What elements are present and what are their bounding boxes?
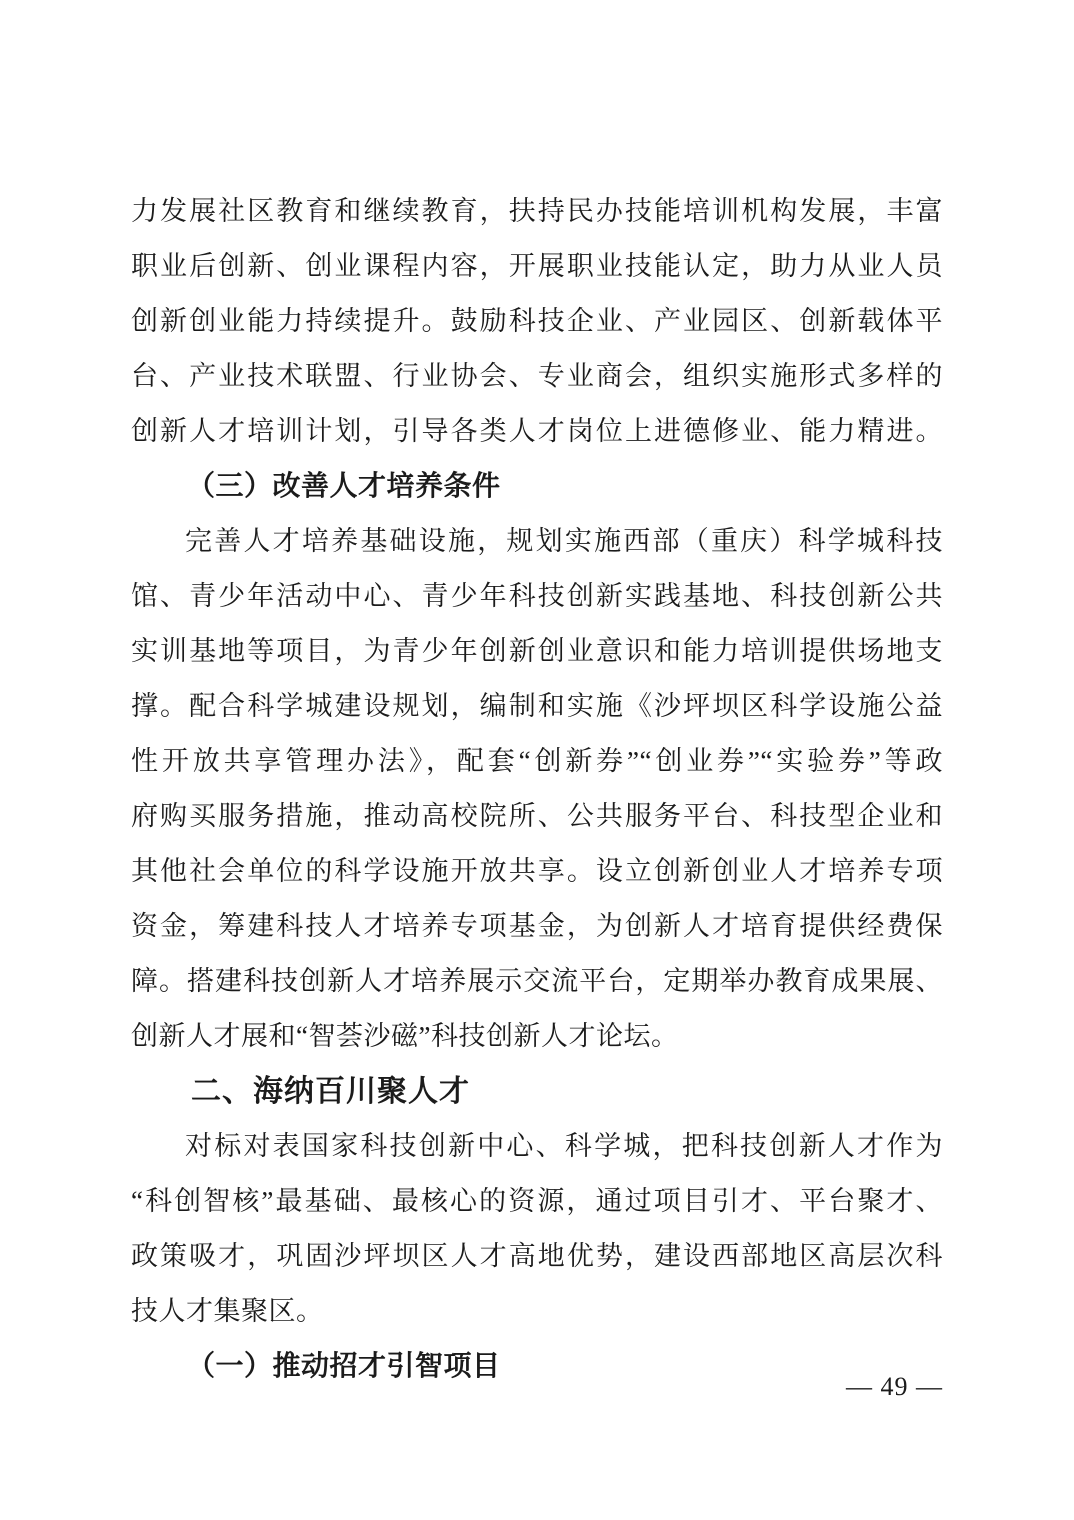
body-line: 台、产业技术联盟、行业协会、专业商会，组织实施形式多样的: [131, 361, 943, 391]
body-line: 府购买服务措施，推动高校院所、公共服务平台、科技型企业和: [131, 801, 943, 831]
page-number: — 49 —: [846, 1372, 943, 1401]
body-line: 力发展社区教育和继续教育，扶持民办技能培训机构发展，丰富: [131, 196, 943, 226]
heading-section-2: 二、海纳百川聚人才: [191, 1075, 470, 1108]
body-line: 性开放共享管理办法》，配套“创新券”“创业券”“实验券”等政: [131, 746, 943, 776]
body-line: 障。搭建科技创新人才培养展示交流平台，定期举办教育成果展、: [131, 966, 943, 996]
body-line: 创新人才展和“智荟沙磁”科技创新人才论坛。: [131, 1021, 679, 1051]
heading-subsection-3: （三）改善人才培养条件: [187, 471, 501, 502]
body-line: 政策吸才，巩固沙坪坝区人才高地优势，建设西部地区高层次科: [131, 1241, 943, 1271]
body-line: 资金，筹建科技人才培养专项基金，为创新人才培育提供经费保: [131, 911, 943, 941]
body-line: 馆、青少年活动中心、青少年科技创新实践基地、科技创新公共: [131, 581, 943, 611]
body-line: 其他社会单位的科学设施开放共享。设立创新创业人才培养专项: [131, 856, 943, 886]
body-line: 对标对表国家科技创新中心、科学城，把科技创新人才作为: [185, 1131, 943, 1161]
body-line: 技人才集聚区。: [131, 1296, 324, 1326]
page-body-text: [131, 184, 943, 1394]
body-line: 撑。配合科学城建设规划，编制和实施《沙坪坝区科学设施公益: [131, 691, 943, 721]
body-line: “科创智核”最基础、最核心的资源，通过项目引才、平台聚才、: [131, 1186, 943, 1216]
body-line: 创新创业能力持续提升。鼓励科技企业、产业园区、创新载体平: [131, 306, 943, 336]
body-line: 职业后创新、创业课程内容，开展职业技能认定，助力从业人员: [131, 251, 943, 281]
body-line: 完善人才培养基础设施，规划实施西部（重庆）科学城科技: [185, 526, 943, 556]
body-line: 实训基地等项目，为青少年创新创业意识和能力培训提供场地支: [131, 636, 943, 666]
body-line: 创新人才培训计划，引导各类人才岗位上进德修业、能力精进。: [131, 416, 943, 446]
heading-subsection-1: （一）推动招才引智项目: [187, 1351, 501, 1382]
